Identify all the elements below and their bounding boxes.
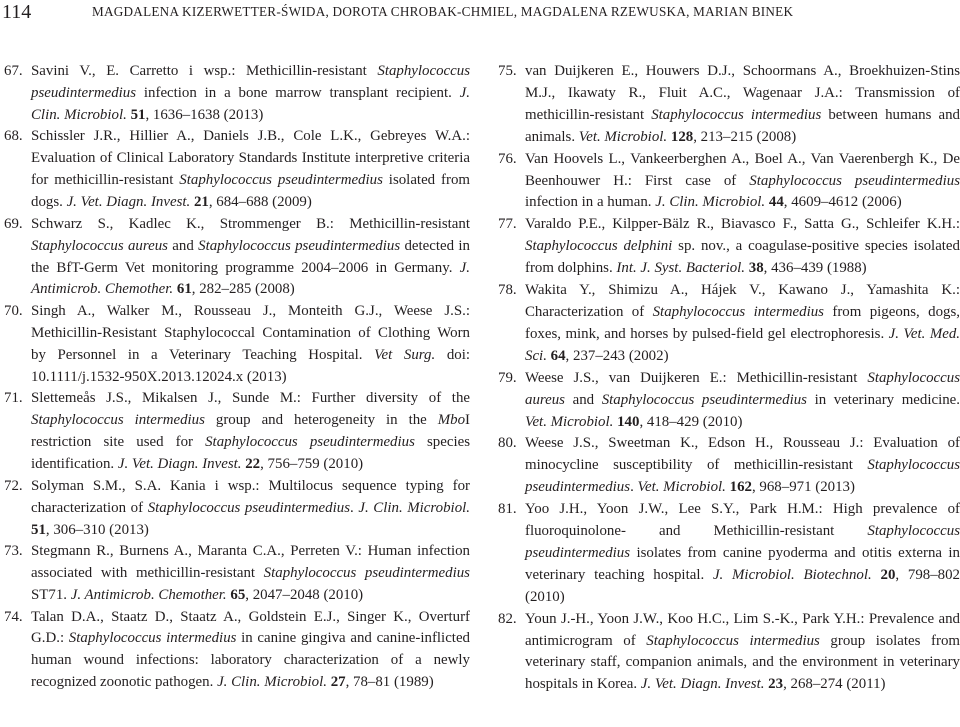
reference-text-run: Wakita Y., Shimizu A., Hájek V., Kawano J., Yamashita K.: Characterization of [525,282,960,320]
reference-entry [4,214,470,302]
reference-text-run: and [564,391,602,408]
reference-text-run: , 213–215 (2008) [693,128,797,145]
reference-volume: 128 [670,128,694,145]
reference-italic-text: Staphylococcus pseudintermedius [31,63,470,101]
reference-text [31,126,470,214]
reference-italic-text: Staphylococcus aureus [31,237,168,254]
reference-entry [498,280,960,368]
reference-text-run: , 4609–4612 (2006) [783,194,902,211]
reference-text-run: Yoo J.H., Yoon J.W., Lee S.Y., Park H.M.: High prevalence of fluoroquinolone- and Methicillin-resistant [525,501,960,540]
reference-column-left [4,61,470,694]
reference-text [525,280,960,368]
reference-italic-text: J. Antimicrob. Chemother. [31,259,470,298]
reference-volume: 51 [130,106,146,123]
reference-italic-text: Staphylococcus pseudintermedius [198,237,401,254]
page-number: 114 [2,1,32,23]
reference-text [31,476,470,542]
reference-italic-text: Staphylococcus delphini [525,238,673,255]
reference-volume: 21 [193,194,209,211]
reference-italic-text: Staphylococcus pseudintermedius [179,172,383,189]
reference-italic-text: J. Clin. Microbiol. [217,674,327,691]
reference-entry [4,301,470,389]
reference-volume: 22 [245,456,261,473]
reference-italic-text: Staphylococcus pseudintermedius [205,434,415,451]
reference-italic-text: J. Clin. Microbiol. [655,194,766,211]
reference-text [31,214,470,302]
reference-text-run: . [630,479,638,496]
reference-text-run: , 268–274 (2011) [783,676,886,693]
reference-entry [498,149,960,215]
reference-volume: 51 [31,521,46,538]
reference-number: 80. [498,435,517,452]
reference-text-run: Talan D.A., Staatz D., Staatz A., Goldstein E.J., Singer K., Overturf G.D.: [31,608,470,647]
reference-entry [498,433,960,499]
reference-number: 72. [4,477,23,494]
reference-text-run: between humans and animals. [525,106,960,145]
reference-italic-text: J. Vet. Diagn. Invest. [66,194,191,211]
reference-text-run: group isolates from veterinary staff, companion animals, and the environment in veterinary hospitals in Korea. [525,632,960,693]
reference-italic-text: Vet Surg. [374,346,436,363]
reference-italic-text: J. Vet. Diagn. Invest. [117,456,242,473]
reference-number: 79. [498,369,517,386]
reference-text [525,149,960,215]
reference-italic-text: Staphylococcus pseudintermedius [525,457,960,496]
running-head-authors: MAGDALENA KIZERWETTER-ŚWIDA, DOROTA CHROBAK-CHMIEL, MAGDALENA RZEWUSKA, MARIAN BINEK [92,4,794,19]
reference-text-run: Slettemeås J.S., Mikalsen J., Sunde M.: Further diversity of the [31,390,470,407]
reference-entry [498,609,960,697]
reference-italic-text: J. Vet. Diagn. Invest. [640,676,765,693]
reference-entry [498,368,960,434]
reference-text-run: in veterinary medicine. [806,391,960,408]
reference-text-run: , 968–971 (2013) [751,479,855,496]
reference-volume: 140 [617,413,640,430]
reference-text-run: , 418–429 (2010) [639,413,743,430]
reference-text [31,301,470,389]
reference-number: 67. [4,63,23,79]
reference-text [31,388,470,476]
reference-entry [498,61,960,149]
reference-text [525,61,960,149]
reference-volume: 23 [768,676,784,693]
reference-italic-text: Staphylococcus intermedius [646,632,820,649]
reference-italic-text: J. Microbiol. Biotechnol. [712,566,872,583]
reference-text-run: sp. nov., a coagulase-positive species isolated from dolphins. [525,238,960,277]
reference-text-run: , 436–439 (1988) [763,260,867,277]
reference-number: 82. [498,610,517,627]
reference-text-run: . [350,499,359,516]
reference-number: 81. [498,501,517,518]
reference-text-run: , 1636–1638 (2013) [145,106,264,123]
reference-volume: 44 [768,194,784,211]
reference-entry [4,607,470,695]
page-header [0,0,960,30]
reference-number: 77. [498,216,517,233]
reference-entry [4,126,470,214]
reference-italic-text: Staphylococcus intermedius [31,412,205,429]
reference-italic-text: Vet. Microbiol. [525,413,614,430]
reference-text-run: Varaldo P.E., Kilpper-Bälz R., Biavasco F., Satta G., Schleifer K.H.: [525,216,960,233]
reference-volume: 20 [880,566,896,583]
reference-volume: 65 [230,586,246,603]
reference-text-run: , 2047–2048 (2010) [245,586,364,603]
reference-text-run: infection in a human. [525,194,656,211]
reference-italic-text: Staphylococcus intermedius [652,303,824,320]
reference-volume: 61 [176,281,192,298]
reference-text-run: Stegmann R., Burnens A., Maranta C.A., Perreten V.: Human infection associated with methicillin-resistant [31,543,470,582]
reference-text-run: , 798–802 (2010) [525,566,960,605]
reference-text-run: infection in a bone marrow transplant recipient. [136,84,460,101]
reference-italic-text: Int. J. Syst. Bacteriol. [616,260,746,277]
reference-text-run: , 756–759 (2010) [260,456,364,473]
reference-text-run: from pigeons, dogs, foxes, mink, and horses by pulsed-field gel electrophoresis. [525,303,960,342]
reference-number: 70. [4,303,23,320]
reference-italic-text: J. Antimicrob. Chemother. [70,586,227,603]
reference-number: 74. [4,608,23,625]
reference-entry [4,61,470,127]
reference-entry [498,499,960,609]
reference-volume: 27 [330,674,346,691]
reference-text-run: , 282–285 (2008) [191,281,295,298]
reference-text-run: isolated from dogs. [31,172,470,211]
reference-italic-text: Vet. Microbiol. [637,479,726,496]
reference-text-run: species identification. [31,434,470,473]
reference-number: 68. [4,128,23,145]
reference-italic-text: Staphylococcus pseudintermedius [525,523,960,561]
reference-entry [4,388,470,476]
reference-entry [4,541,470,607]
reference-text-run: , 237–243 (2002) [565,347,669,364]
reference-italic-text: Staphylococcus aureus [525,369,960,408]
reference-volume: 162 [729,479,752,496]
reference-italic-text: J. Clin. Microbiol. [31,84,470,123]
reference-text-run: in canine gingiva and canine-inflicted human wound infections: laboratory characterization of a newly recognized zoonotic pathogen. [31,630,470,691]
reference-text-run: Van Hoovels L., Vankeerberghen A., Boel A., Van Vaerenbergh K., De Beenhouwer H.: First case of [525,150,960,189]
reference-text-run: , 78–81 (1989) [345,674,434,691]
reference-text [525,499,960,609]
reference-text-run: Schwarz S., Kadlec K., Strommenger B.: Methicillin-resistant [31,215,470,232]
reference-italic-text: J. Vet. Med. Sci. [525,325,960,364]
reference-text-run: Youn J.-H., Yoon J.W., Koo H.C., Lim S.-K., Park Y.H.: Prevalence and antimicrogram of [525,610,960,649]
reference-number: 69. [4,215,23,232]
reference-italic-text: Staphylococcus intermedius [651,106,822,123]
reference-text-run: Savini V., E. Carretto i wsp.: Methicillin-resistant [31,63,378,79]
reference-number: 71. [4,390,23,407]
reference-text-run: Solyman S.M., S.A. Kania i wsp.: Multilocus sequence typing for characterization of [31,477,470,516]
reference-text-run: van Duijkeren E., Houwers D.J., Schoormans A., Broekhuizen-Stins M.J., Ikawaty R., Fluit A.C., Wagenaar J.A.: Transmission of methicillin-resistant [525,63,960,123]
reference-text [525,609,960,697]
reference-entry [4,476,470,542]
reference-italic-text: Staphylococcus pseudintermedius [601,391,807,408]
reference-italic-text: Vet. Microbiol. [578,128,668,145]
reference-number: 76. [498,150,517,167]
reference-text-run: doi: 10.1111/j.1532-950X.2013.12024.x (2013) [31,346,470,385]
reference-text [31,607,470,695]
reference-text-run: Weese J.S., van Duijkeren E.: Methicillin-resistant [525,369,868,386]
reference-italic-text: Staphylococcus pseudintermedius [749,172,960,189]
reference-italic-text: Staphylococcus intermedius [68,630,237,647]
reference-text-run: Schissler J.R., Hillier A., Daniels J.B., Cole L.K., Gebreyes W.A.: Evaluation of Clinical Laboratory Standards Institute interpretive criteria for methicillin-resistant [31,128,470,189]
reference-text-run: detected in the BfT-Germ Vet monitoring programme 2004–2006 in Germany. [31,237,470,276]
reference-volume: 38 [748,260,764,277]
reference-text-run: group and heterogeneity in the [204,412,438,429]
reference-column-right [498,61,960,696]
reference-text [525,214,960,280]
reference-text-run: I restriction site used for [31,412,471,451]
reference-number: 73. [4,543,23,560]
reference-italic-text: Staphylococcus pseudintermedius [147,499,350,516]
reference-entry [498,214,960,280]
reference-text-run: ST71. [31,586,71,603]
reference-text-run [872,567,881,583]
reference-text-run: , 684–688 (2009) [208,194,312,211]
reference-text [525,368,960,434]
reference-text [525,433,960,499]
reference-text [31,61,470,127]
reference-number: 78. [498,282,517,299]
reference-text-run: Singh A., Walker M., Rousseau J., Monteith G.J., Weese J.S.: Methicillin-Resistant Staphylococcal Contamination of Clothing Worn by Personnel in a Veterinary Teaching Hospital. [31,303,470,363]
reference-text [31,541,470,607]
reference-volume: 64 [550,347,566,364]
reference-number: 75. [498,63,517,79]
reference-text-run: isolates from canine pyoderma and otitis externa in veterinary teaching hospital. [525,544,960,583]
reference-italic-text: Staphylococcus pseudintermedius [263,565,470,582]
reference-text-run: Weese J.S., Sweetman K., Edson H., Rousseau J.: Evaluation of minocycline susceptibility of methicillin-resistant [525,435,960,474]
reference-text-run: and [167,237,199,254]
reference-text-run: , 306–310 (2013) [45,521,149,538]
reference-italic-text: J. Clin. Microbiol. [358,499,470,516]
reference-italic-text: Mbo [437,412,466,429]
